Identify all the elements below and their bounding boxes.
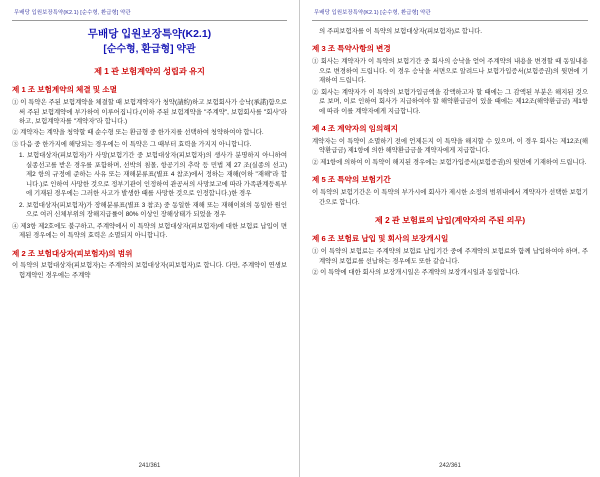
- article-paragraph: ② 회사는 계약자가 이 특약의 보험가입금액을 감액하고자 할 때에는 그 감액된 부분은 해지된 것으로 보며, 이로 인하여 회사가 지급하여야 할 해약환급금이 있을 때에는 제12조(해약환급금) 제1항에 따라 이를 계약자에게 지급합니다.: [312, 88, 588, 115]
- article-paragraph: ④ 제3항 제2호에도 불구하고, 주계약에서 이 특약의 보험대상자(피보험자)에 대한 보험료 납입이 면제된 경우에는 이 특약의 효력은 소멸되지 아니합니다.: [12, 222, 287, 240]
- page-title: 무배당 입원보장특약(K2.1): [87, 28, 212, 40]
- article-heading: 제 6 조 보험료 납입 및 회사의 보장개시일: [312, 234, 449, 244]
- part-title-right: 제 2 관 보험료의 납입(계약자의 주된 의무): [374, 216, 526, 226]
- header-divider-left: [12, 20, 287, 21]
- article-heading: 제 2 조 보험대상자(피보험자)의 범위: [12, 248, 133, 258]
- article-paragraph: ② 이 특약에 대한 회사의 보장개시일은 주계약의 보장개시일과 동일합니다.: [312, 269, 520, 276]
- article-heading: 제 5 조 특약의 보험기간: [312, 175, 391, 185]
- article-heading: 제 1 조 보험계약의 체결 및 소멸: [12, 85, 117, 95]
- article-paragraph: ① 이 특약은 주된 보험계약을 체결할 때 보험계약자가 청약(請約)하고 보험회사가 승낙(承諾)함으로써 주된 보험계약에 부가하여 이루어집니다.(이하 주된 보험계약을 "주계약", 보험회사를 "회사"라 하고, 보험계약자를 "계약자"라 합니다.): [12, 99, 287, 125]
- page-number-left: 241/361: [138, 463, 161, 469]
- page-right: [300, 0, 600, 477]
- article-paragraph: ③ 다음 중 한가지에 해당되는 경우에는 이 특약은 그 때부터 효력을 가지지 아니합니다.: [12, 140, 252, 148]
- article-paragraph: 2. 보험대상자(피보험자)가 장해분류표(별표 3 참조) 중 동일한 재해 또는 재해이외의 동일한 원인으로 여러 신체부위의 장해지급률이 80% 이상인 장해상태가 되었을 경우: [19, 201, 287, 219]
- running-head-left: 무배당 입원보장특약(K2.1) [순수형, 환급형] 약관: [14, 10, 131, 16]
- article-paragraph: 이 특약의 보험기간은 이 특약의 부가시에 회사가 제시한 소정의 범위내에서 계약자가 선택한 보험기간으로 합니다.: [312, 189, 588, 206]
- running-head-right: 무배당 입원보장특약(K2.1) [순수형, 환급형] 약관: [314, 10, 431, 16]
- article-paragraph: ② 계약자는 계약을 청약할 때 순수형 또는 환급형 중 한가지를 선택하여 청약하여야 합니다.: [12, 129, 264, 137]
- page-number-right: 242/361: [439, 463, 461, 469]
- article-paragraph: ① 회사는 계약자가 이 특약의 보험기간 중 회사의 승낙을 얻어 주계약의 내용을 변경할 때 동일내용으로 변경하여 드립니다. 이 경우 승낙을 서면으로 알려드나 보험가입증서(보험증권)의 뒷면에 기재하여 드립니다.: [312, 58, 588, 85]
- article-paragraph: ① 이 특약의 보험료는 주계약의 보험료 납입기간 중에 주계약의 보험료와 함께 납입하여야 하며, 주계약의 보험료를 선납하는 경우에도 또한 같습니다.: [312, 248, 588, 265]
- article-heading: 제 4 조 계약자의 임의해지: [312, 124, 399, 134]
- header-divider-right: [312, 20, 588, 21]
- continued-paragraph: 의 주피보험자를 이 특약의 보험대상자(피보험자)로 합니다.: [319, 28, 483, 35]
- article-paragraph: ② 제1항에 의하여 이 특약이 해지된 경우에는 보험가입증서(보험증권)의 뒷면에 기재하여 드립니다.: [312, 158, 587, 166]
- article-paragraph: 계약자는 이 특약이 소멸하기 전에 언제든지 이 특약을 해지할 수 있으며, 이 경우 회사는 제12조(해약환급금) 제1항에 의한 해약환급금을 계약자에게 지급합니다.: [312, 138, 588, 155]
- article-paragraph: 이 특약의 보험대상자(피보험자)는 주계약의 보험대상자(피보험자)로 합니다. 다만, 주계약이 연생보험계약인 경우에는 주계약: [12, 262, 287, 279]
- article-paragraph: 1. 보험대상자(피보험자)가 사망(보험기간 중 보험대상자(피보험자)의 생사가 분명하지 아니하여 실종선고를 받은 경우를 포함하며, 선박의 침몰, 항공기의 추락 등 민법 제 27 조(실종의 선고) 제2 항의 규정에 준하는 사유 또는 재해분류표(별표 4 참조)에서 정하는 재해(이하 "재해"라 합니다.)로 인하여 사망한 것으로 정부기관이 인정하여 관공서의 사망보고에 따라 가족관계등록부에 기재된 경우에는 그러한 사고가 발생한 때를 사망한 것으로 인정합니다.)한 경우: [19, 152, 287, 198]
- article-heading: 제 3 조 특약사항의 변경: [312, 44, 391, 54]
- page-subtitle: [순수형, 환급형] 약관: [103, 44, 196, 56]
- part-title-left: 제 1 관 보험계약의 성립과 유지: [94, 67, 205, 77]
